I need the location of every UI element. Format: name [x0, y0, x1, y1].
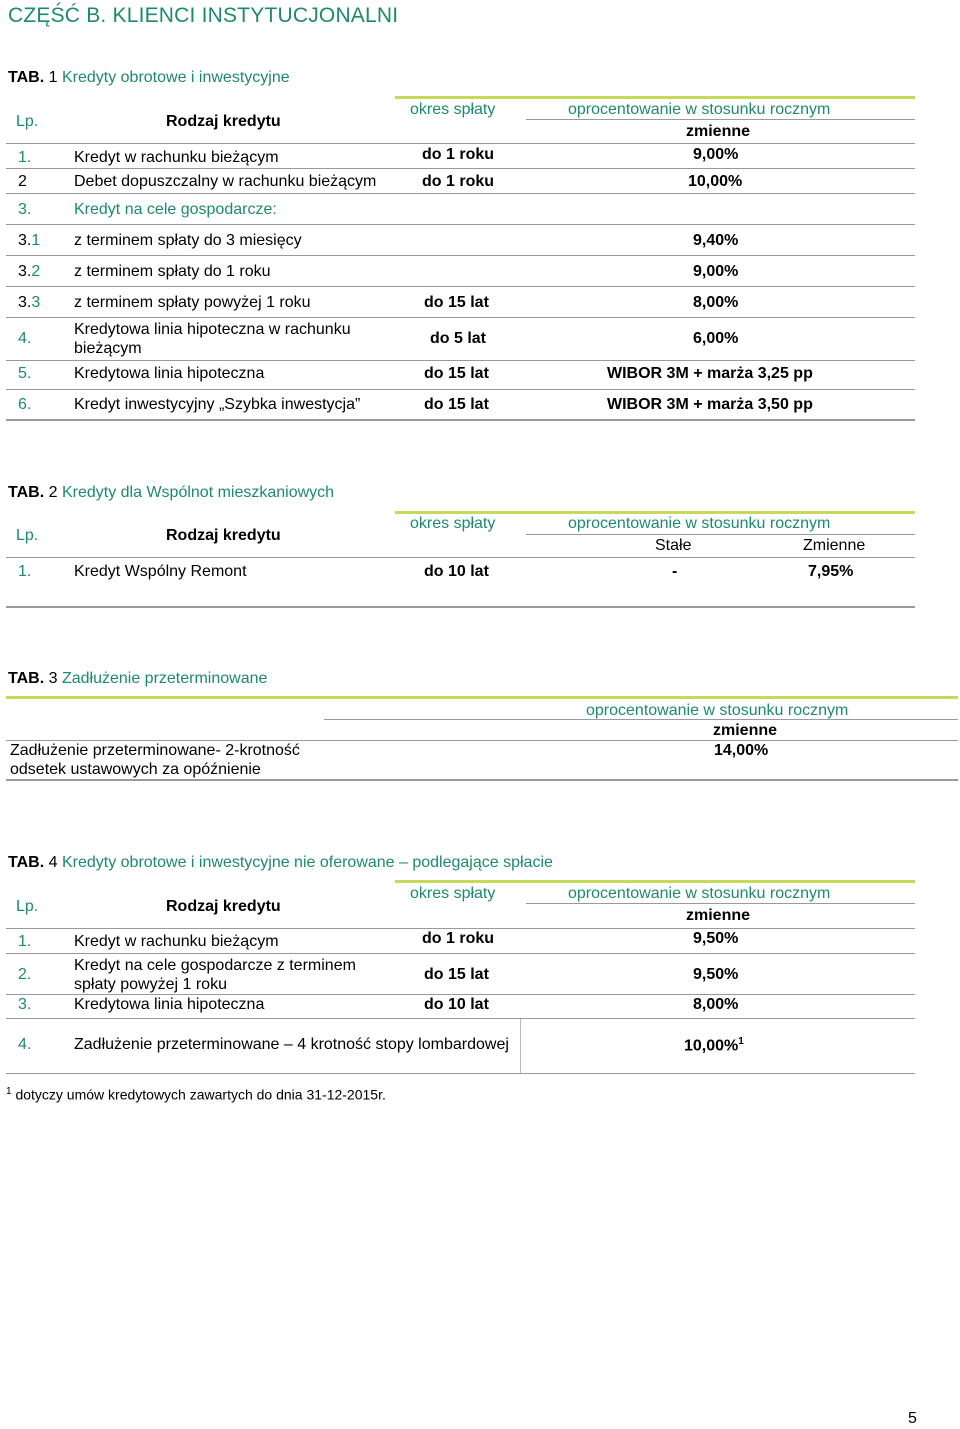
tab1-head-okres: okres spłaty: [410, 101, 496, 118]
footnote-ref: 1: [738, 1036, 744, 1047]
tab1-row6-name: Kredyt inwestycyjny „Szybka inwestycja”: [74, 396, 361, 413]
tab1-row33-lp: 3.3: [18, 294, 41, 311]
tab3-heading: [8, 670, 267, 688]
tab4-head-rodzaj: Rodzaj kredytu: [166, 898, 281, 915]
tab4-number: 4: [48, 854, 58, 871]
tab2-head-zmienne: Zmienne: [803, 537, 866, 554]
tab1-number: 1: [48, 69, 58, 86]
tab4-head-zmienne: zmienne: [686, 907, 751, 924]
tab1-row2-rate: 10,00%: [688, 173, 743, 190]
tab1-row4-name: Kredytowa linia hipoteczna w rachunku bieżącym: [74, 321, 351, 357]
tab2-row1-zmienne: 7,95%: [808, 563, 854, 580]
tab4-row4-lp: 4.: [18, 1036, 32, 1053]
footnote-mark: 1: [6, 1086, 12, 1097]
tab4-row3-rate: 8,00%: [693, 996, 739, 1013]
page-number: 5: [908, 1410, 917, 1427]
tab4-row1-lp: 1.: [18, 933, 32, 950]
tab1-row2-okres: do 1 roku: [422, 173, 495, 190]
tab1-row33-rate: 8,00%: [693, 294, 739, 311]
tab1-head-lp: Lp.: [16, 113, 39, 130]
tab1-row2-lp: 2: [18, 173, 27, 190]
tab1-head-opr: oprocentowanie w stosunku rocznym: [568, 101, 831, 118]
tab1-row5-okres: do 15 lat: [424, 365, 489, 382]
tab3-head-opr: oprocentowanie w stosunku rocznym: [586, 702, 849, 719]
tab1-row5-rate: WIBOR 3M + marża 3,25 pp: [607, 365, 813, 382]
tab1-row6-okres: do 15 lat: [424, 396, 489, 413]
tab4-row2-okres: do 15 lat: [424, 966, 489, 983]
tab3-row1-name: Zadłużenie przeterminowane- 2-krotność odsetek ustawowych za opóźnienie: [10, 742, 300, 778]
tab2-heading: [8, 484, 334, 502]
tab4-row4-name: Zadłużenie przeterminowane – 4 krotność stopy lombardowej: [74, 1036, 509, 1053]
tab1-row5-lp: 5.: [18, 365, 32, 382]
tab2-head-okres: okres spłaty: [410, 515, 496, 532]
tab2-row1-lp: 1.: [18, 563, 32, 580]
tab1-row3-lp: 3.: [18, 201, 32, 218]
tab1-row1-name: Kredyt w rachunku bieżącym: [74, 149, 279, 166]
tab1-row1-lp: 1.: [18, 149, 32, 166]
tab3-number: 3: [48, 670, 58, 687]
section-title: CZĘŚĆ B. KLIENCI INSTYTUCJONALNI: [8, 4, 399, 27]
tab2-number: 2: [48, 484, 58, 501]
tab4-row3-name: Kredytowa linia hipoteczna: [74, 996, 265, 1013]
tab1-row3-name: Kredyt na cele gospodarcze:: [74, 201, 277, 218]
tab1-row32-lp: 3.2: [18, 263, 41, 280]
tab1-prefix: TAB.: [8, 69, 45, 86]
tab1-row6-rate: WIBOR 3M + marża 3,50 pp: [607, 396, 813, 413]
tab4-prefix: TAB.: [8, 854, 45, 871]
tab1-row32-name: z terminem spłaty do 1 roku: [74, 263, 271, 280]
tab1-row32-rate: 9,00%: [693, 263, 739, 280]
tab1-row6-lp: 6.: [18, 396, 32, 413]
tab1-row33-name: z terminem spłaty powyżej 1 roku: [74, 294, 311, 311]
footnote-text: dotyczy umów kredytowych zawartych do dnia 31-12-2015r.: [15, 1086, 386, 1103]
tab2-head-lp: Lp.: [16, 527, 39, 544]
tab2-prefix: TAB.: [8, 484, 45, 501]
tab2-head-opr: oprocentowanie w stosunku rocznym: [568, 515, 831, 532]
tab2-row1-stale: -: [672, 563, 678, 580]
tab1-row4-okres: do 5 lat: [430, 330, 487, 347]
tab1-row33-okres: do 15 lat: [424, 294, 489, 311]
tab3-title: Zadłużenie przeterminowane: [61, 670, 268, 687]
tab4-row1-rate: 9,50%: [693, 930, 739, 947]
tab4-row4-rate: 10,00%$^1$: [684, 1036, 744, 1055]
tab4-heading: [8, 854, 553, 872]
tab4-row1-name: Kredyt w rachunku bieżącym: [74, 933, 279, 950]
tab4-head-lp: Lp.: [16, 898, 39, 915]
tab2-row1-okres: do 10 lat: [424, 563, 489, 580]
tab2-row1-name: Kredyt Wspólny Remont: [74, 563, 247, 580]
tab4-row1-okres: do 1 roku: [422, 930, 495, 947]
tab4-head-okres: okres spłaty: [410, 885, 496, 902]
footnote: [6, 1086, 386, 1103]
tab2-head-stale: Stałe: [655, 537, 692, 554]
tab1-row4-rate: 6,00%: [693, 330, 739, 347]
tab1-heading: [8, 69, 290, 87]
tab4-row3-okres: do 10 lat: [424, 996, 489, 1013]
tab1-row4-lp: 4.: [18, 330, 32, 347]
tab3-row1-rate: 14,00%: [714, 742, 769, 759]
tab1-row5-name: Kredytowa linia hipoteczna: [74, 365, 265, 382]
tab1-row2-name: Debet dopuszczalny w rachunku bieżącym: [74, 173, 377, 190]
tab4-title: Kredyty obrotowe i inwestycyjne nie oferowane – podlegające spłacie: [61, 854, 553, 871]
tab4-head-opr: oprocentowanie w stosunku rocznym: [568, 885, 831, 902]
tab1-title: Kredyty obrotowe i inwestycyjne: [61, 69, 290, 86]
tab1-row31-rate: 9,40%: [693, 232, 739, 249]
tab1-head-zmienne: zmienne: [686, 123, 751, 140]
tab4-row3-lp: 3.: [18, 996, 32, 1013]
tab3-prefix: TAB.: [8, 670, 45, 687]
tab4-row2-name: Kredyt na cele gospodarcze z terminem spłaty powyżej 1 roku: [74, 957, 356, 993]
tab4-row2-lp: 2.: [18, 966, 32, 983]
tab2-title: Kredyty dla Wspólnot mieszkaniowych: [61, 484, 335, 501]
tab1-head-rodzaj: Rodzaj kredytu: [166, 113, 281, 130]
tab4-row2-rate: 9,50%: [693, 966, 739, 983]
tab1-row1-rate: 9,00%: [693, 146, 739, 163]
tab2-head-rodzaj: Rodzaj kredytu: [166, 527, 281, 544]
tab3-head-zmienne: zmienne: [713, 722, 778, 739]
tab1-row31-name: z terminem spłaty do 3 miesięcy: [74, 232, 302, 249]
tab1-row31-lp: 3.1: [18, 232, 41, 249]
tab1-row1-okres: do 1 roku: [422, 146, 495, 163]
